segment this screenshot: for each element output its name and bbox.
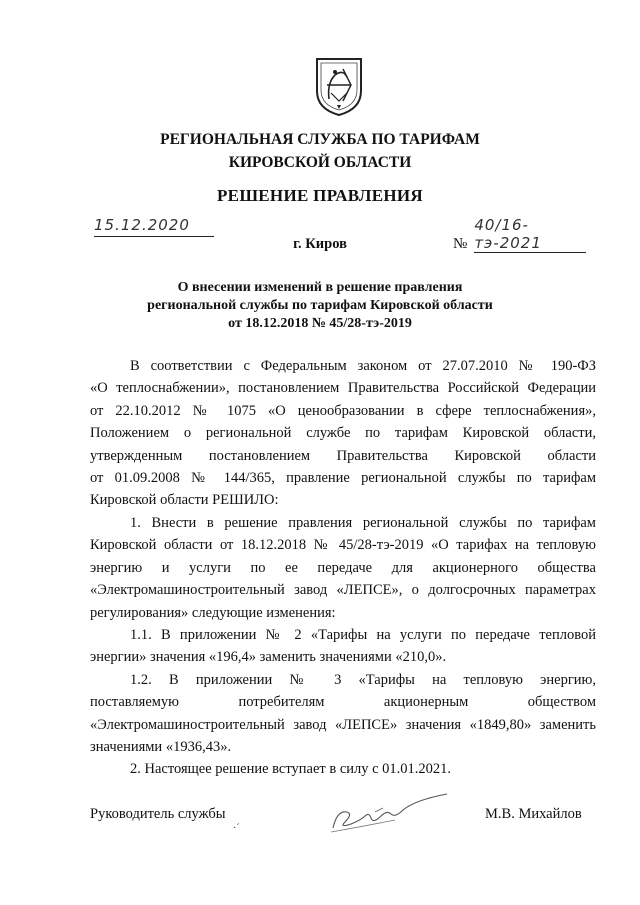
- preamble-line: В соответствии с Федеральным законом от 27.07.2010 № 190-ФЗ: [130, 358, 596, 374]
- document-date: [94, 216, 214, 237]
- item-1-1-line: 1.1. В приложении № 2 «Тарифы на услуги по передаче тепловой: [130, 627, 596, 643]
- document-subject: [0, 279, 640, 333]
- item-1-1-paragraph: [90, 624, 596, 669]
- subject-line-1: О внесении изменений в решение правления: [177, 280, 463, 295]
- preamble-line: «О теплоснабжении», постановлением Правительства Российской Федерации: [90, 380, 596, 397]
- subject-line-2: региональной службы по тарифам Кировской области: [147, 298, 493, 313]
- preamble-line: Положением о региональной службе по тарифам Кировской области,: [90, 425, 596, 442]
- document-title: РЕШЕНИЕ ПРАВЛЕНИЯ: [217, 186, 423, 205]
- item-1-line: регулирования» следующие изменения:: [90, 604, 336, 621]
- item-1-line: 1. Внести в решение правления региональной службы по тарифам: [130, 515, 596, 531]
- signatory-name: М.В. Михайлов: [485, 806, 582, 822]
- handwritten-signature: [325, 790, 455, 835]
- organization-name: [0, 128, 640, 174]
- preamble-line: от 22.10.2012 № 1075 «О ценообразовании в сфере теплоснабжения»,: [90, 402, 596, 419]
- handwritten-date: 15.12.2020: [94, 216, 190, 234]
- item-1-line: «Электромашиностроительный завод «ЛЕПСЕ», о долгосрочных параметрах: [90, 582, 596, 599]
- signatory-position: Руководитель службы: [90, 806, 226, 822]
- item-1-2-paragraph: [90, 669, 596, 759]
- org-line-1: РЕГИОНАЛЬНАЯ СЛУЖБА ПО ТАРИФАМ: [160, 131, 480, 148]
- item-2-paragraph: [90, 758, 596, 780]
- item-1-2-line: «Электромашиностроительный завод «ЛЕПСЕ» значения «1849,80» заменить: [90, 716, 596, 733]
- number-sign: №: [453, 236, 468, 252]
- org-line-2: КИРОВСКОЙ ОБЛАСТИ: [228, 154, 412, 171]
- coat-of-arms-emblem: [313, 55, 365, 117]
- item-2-line: 2. Настоящее решение вступает в силу с 01.01.2021.: [130, 761, 452, 777]
- ink-mark: ·´: [233, 823, 240, 834]
- item-1-line: Кировской области от 18.12.2018 № 45/28-тэ-2019 «О тарифах на тепловую: [90, 537, 596, 554]
- subject-line-3: от 18.12.2018 № 45/28-тэ-2019: [228, 316, 412, 331]
- preamble-line: утвержденным постановлением Правительства Кировской области: [90, 447, 596, 464]
- item-1-2-line: значениями «1936,43».: [90, 739, 232, 756]
- preamble-line: Кировской области РЕШИЛО:: [90, 492, 279, 509]
- item-1-1-line: энергии» значения «196,4» заменить значениями «210,0».: [90, 649, 447, 666]
- city: г. Киров: [293, 236, 347, 252]
- preamble-paragraph: [90, 355, 596, 512]
- item-1-line: энергию и услуги по ее передаче для акционерного общества: [90, 559, 596, 576]
- item-1-paragraph: [90, 512, 596, 624]
- preamble-line: от 01.09.2008 № 144/365, правление региональной службы по тарифам: [90, 470, 596, 487]
- item-1-2-line: 1.2. В приложении № 3 «Тарифы на тепловую энергию,: [130, 672, 596, 688]
- item-1-2-line: поставляемую потребителям акционерным обществом: [90, 694, 596, 711]
- handwritten-number: 40/16-тэ-2021: [474, 216, 586, 253]
